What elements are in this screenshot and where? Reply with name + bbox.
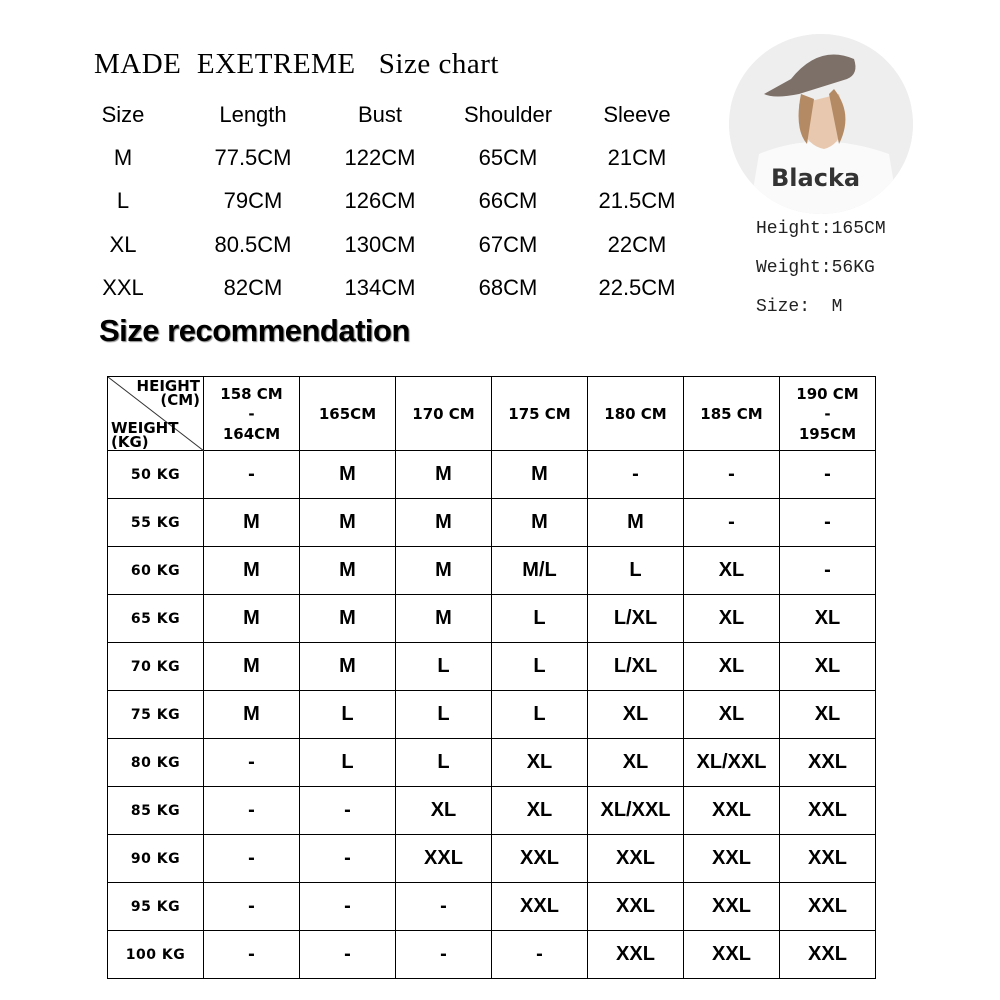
size-chart-cell: M [113,145,133,170]
size-chart-header: Sleeve [603,102,671,127]
weight-label: 60 KG [108,547,204,595]
size-cell: M [204,595,300,643]
size-cell: XXL [396,835,492,883]
size-cell: L [492,691,588,739]
size-cell: XL [780,643,876,691]
height-header-cell [300,377,396,451]
size-chart-cell: 65CM [478,145,538,170]
size-cell: L [396,739,492,787]
recommendation-table [107,376,876,979]
size-cell: - [588,451,684,499]
size-cell: XXL [684,883,780,931]
table-row [108,931,876,979]
size-cell: L [492,595,588,643]
size-chart-cell: 82CM [223,275,283,300]
weight-label: 95 KG [108,883,204,931]
height-header-text: 190 CM [796,384,859,403]
size-cell: - [204,883,300,931]
table-row [108,883,876,931]
table-row [108,739,876,787]
size-cell: L [300,739,396,787]
height-header-text: 158 CM [220,384,283,403]
size-chart-cell: XXL [102,275,144,300]
model-photo [729,34,913,214]
height-header-cell [204,377,300,451]
size-cell: M [204,691,300,739]
size-cell: M [492,451,588,499]
height-header-text: 170 CM [412,404,475,423]
size-cell: L [492,643,588,691]
size-chart-cell: 130CM [344,232,416,257]
size-chart-cell: 126CM [344,188,416,213]
size-cell: XXL [492,883,588,931]
height-header-text: 164CM [222,424,281,443]
height-header-text: - [248,404,255,423]
size-cell: XXL [780,835,876,883]
recommendation-title: Size recommendation [99,313,410,348]
size-chart-header: Shoulder [463,102,553,127]
size-cell: - [492,931,588,979]
size-cell: XL [780,691,876,739]
size-cell: - [396,883,492,931]
weight-label: 100 KG [108,931,204,979]
size-cell: - [684,499,780,547]
size-cell: XL [684,595,780,643]
corner-weight-label: WEIGHT [111,419,179,437]
size-cell: L [396,691,492,739]
model-size: Size: M [756,297,843,317]
model-height: Height:165CM [756,219,886,239]
size-chart-header: Length [219,102,287,127]
weight-label: 80 KG [108,739,204,787]
size-cell: M [396,451,492,499]
size-cell: XL [492,739,588,787]
size-cell: M [300,643,396,691]
size-cell: M [300,547,396,595]
size-cell: M [204,643,300,691]
size-cell: XL [684,547,780,595]
size-chart-cell: L [116,188,130,213]
size-cell: M [588,499,684,547]
height-header-cell [780,377,876,451]
size-cell: M [396,499,492,547]
size-cell: XL/XXL [684,739,780,787]
corner-height-label: HEIGHT [136,377,200,395]
size-cell: XL/XXL [588,787,684,835]
corner-height-unit: (CM) [160,391,200,409]
size-cell: - [780,547,876,595]
corner-weight-unit: (KG) [111,433,149,451]
table-row [108,451,876,499]
size-chart-cell: 66CM [478,188,538,213]
size-cell: L/XL [588,643,684,691]
size-cell: XXL [780,931,876,979]
size-cell: - [300,835,396,883]
size-cell: XXL [492,835,588,883]
size-cell: XXL [780,787,876,835]
size-cell: XXL [780,739,876,787]
size-cell: XL [780,595,876,643]
size-chart-header: Size [101,102,145,127]
size-cell: - [780,451,876,499]
height-header-text: 185 CM [700,404,763,423]
size-cell: XXL [588,883,684,931]
height-header-text: - [824,404,831,423]
table-row [108,499,876,547]
size-cell: L [300,691,396,739]
weight-label: 55 KG [108,499,204,547]
table-row [108,547,876,595]
size-chart-cell: 77.5CM [214,145,292,170]
size-cell: - [204,451,300,499]
size-cell: M [300,595,396,643]
size-cell: XL [492,787,588,835]
size-cell: XXL [588,931,684,979]
table-row [108,787,876,835]
size-cell: - [204,787,300,835]
size-cell: XXL [684,787,780,835]
size-cell: - [300,931,396,979]
model-image-icon [729,34,913,214]
size-cell: XL [588,739,684,787]
size-cell: - [204,931,300,979]
size-chart-header: Bust [357,102,403,127]
size-chart-cell: 67CM [478,232,538,257]
weight-label: 70 KG [108,643,204,691]
corner-cell [108,377,204,451]
height-header-cell [492,377,588,451]
size-cell: M [396,595,492,643]
page-title: MADE EXETREME Size chart [94,48,499,80]
size-cell: L [588,547,684,595]
header-row [108,377,876,451]
height-header-cell [684,377,780,451]
height-header-cell [588,377,684,451]
size-chart-cell: 68CM [478,275,538,300]
size-cell: M [396,547,492,595]
size-cell: XXL [684,931,780,979]
size-cell: M [204,499,300,547]
size-cell: XL [588,691,684,739]
height-header-cell [396,377,492,451]
weight-label: 90 KG [108,835,204,883]
size-cell: XXL [684,835,780,883]
size-cell: - [204,835,300,883]
size-chart-cell: 80.5CM [214,232,292,257]
size-chart-cell: 22CM [607,232,667,257]
size-chart-cell: XL [109,232,137,257]
weight-label: 85 KG [108,787,204,835]
weight-label: 65 KG [108,595,204,643]
size-cell: - [300,787,396,835]
size-chart-cell: 22.5CM [598,275,676,300]
size-cell: XL [684,643,780,691]
size-cell: M [204,547,300,595]
size-cell: XXL [780,883,876,931]
size-cell: XL [396,787,492,835]
size-cell: - [396,931,492,979]
model-weight: Weight:56KG [756,258,875,278]
size-chart-cell: 134CM [344,275,416,300]
table-row [108,835,876,883]
size-cell: - [780,499,876,547]
size-cell: L [396,643,492,691]
weight-label: 75 KG [108,691,204,739]
size-chart-cell: 122CM [344,145,416,170]
size-cell: - [204,739,300,787]
size-cell: - [300,883,396,931]
table-row [108,595,876,643]
size-chart-cell: 21.5CM [598,188,676,213]
height-header-text: 180 CM [604,404,667,423]
size-cell: - [684,451,780,499]
size-cell: M [300,451,396,499]
size-cell: M/L [492,547,588,595]
size-cell: M [300,499,396,547]
size-cell: L/XL [588,595,684,643]
size-cell: M [492,499,588,547]
size-chart-cell: 79CM [223,188,283,213]
svg-text:Blacka: Blacka [771,164,861,192]
size-cell: XL [684,691,780,739]
height-header-text: 165CM [318,404,377,423]
table-row [108,643,876,691]
height-header-text: 195CM [798,424,857,443]
size-cell: XXL [588,835,684,883]
table-row [108,691,876,739]
size-chart-cell: 21CM [607,145,667,170]
weight-label: 50 KG [108,451,204,499]
height-header-text: 175 CM [508,404,571,423]
